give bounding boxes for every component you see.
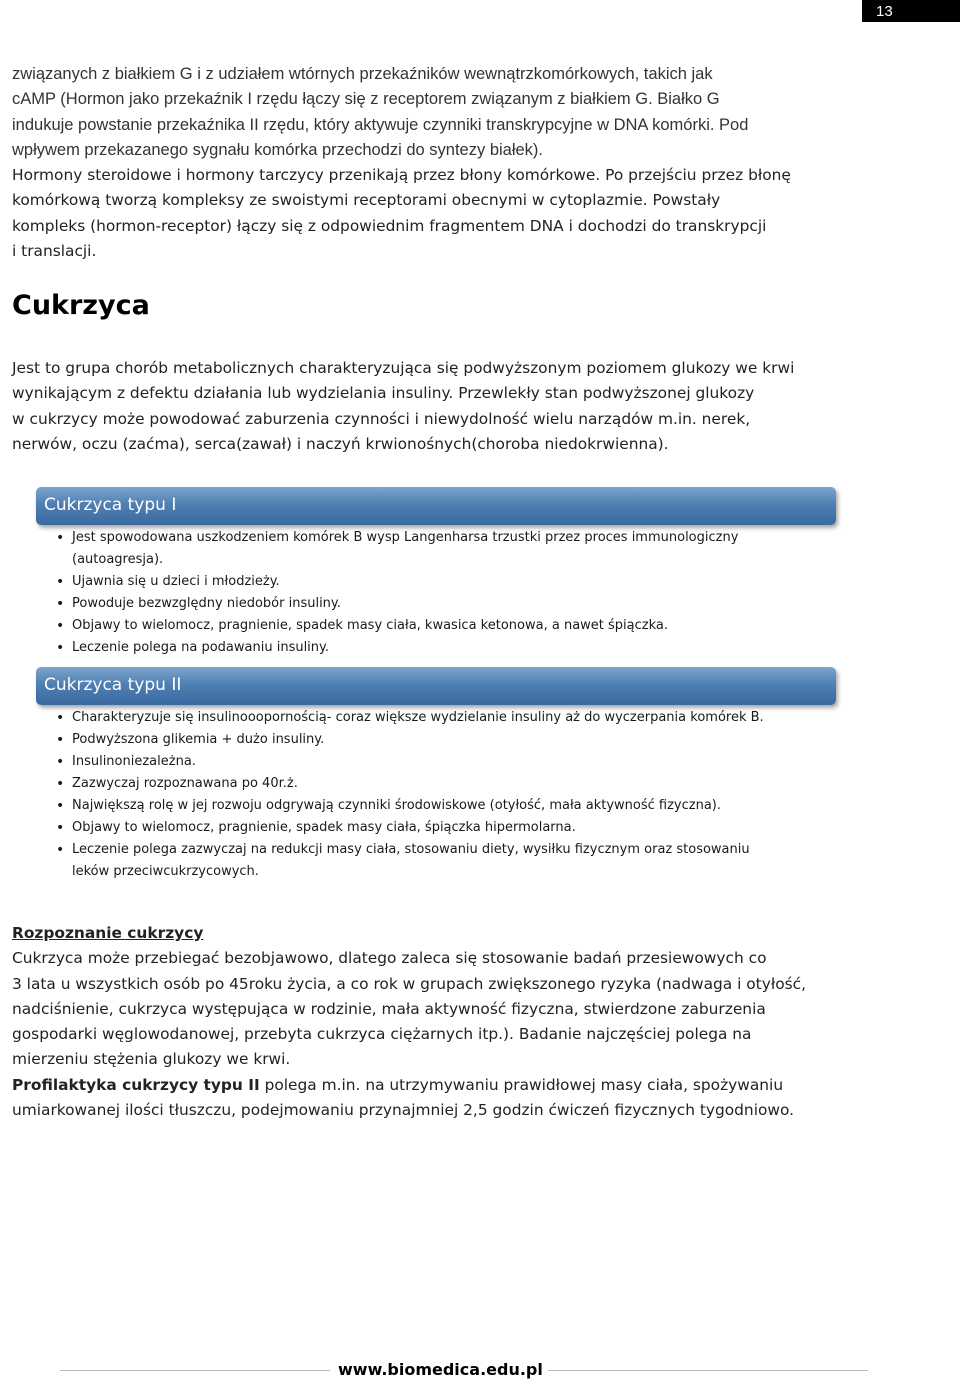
diagnosis-line: gospodarki węglowodanowej, przebyta cukrzyca ciężarnych itp.). Badanie najczęściej polega na xyxy=(12,1025,752,1044)
intro-line: komórkową tworzą kompleksy ze swoistymi receptorami obecnymi w cytoplazmie. Powstały xyxy=(12,191,721,210)
intro-line: cAMP (Hormon jako przekaźnik I rzędu łączy się z receptorem związanym z białkiem G. Białko G xyxy=(12,90,720,109)
list-item-text: • Jest spowodowana uszkodzeniem komórek B wysp Langenharsa trzustki przez proces immunologiczny xyxy=(72,530,739,545)
list-item-text: (autoagresja). xyxy=(72,552,164,567)
list-item-text: Objawy to wielomocz, pragnienie, spadek masy ciała, śpiączka hipermolarna. xyxy=(72,820,576,835)
diagnosis-line: Cukrzyca może przebiegać bezobjawowo, dlatego zaleca się stosowanie badań przesiewowych co xyxy=(12,949,767,968)
list-item-text: Insulinoniezależna. xyxy=(72,754,196,769)
list-item xyxy=(52,527,842,571)
footer-rule-left xyxy=(60,1370,330,1371)
definition-paragraph xyxy=(12,356,942,457)
section-title: Cukrzyca xyxy=(12,290,150,321)
list-item-text: Zazwyczaj rozpoznawana po 40r.ż. xyxy=(72,776,298,791)
list-item-text: Ujawnia się u dzieci i młodzieży. xyxy=(72,574,280,589)
footer-url[interactable]: www.biomedica.edu.pl xyxy=(338,1360,543,1379)
list-item xyxy=(52,707,842,729)
list-item xyxy=(52,773,842,795)
type2-list xyxy=(52,707,842,883)
type1-header xyxy=(36,487,836,525)
intro-line: Hormony steroidowe i hormony tarczycy przenikają przez błony komórkowe. Po przejściu przez błonę xyxy=(12,166,791,185)
intro-line: wpływem przekazanego sygnału komórka przechodzi do syntezy białek). xyxy=(12,140,544,159)
list-item xyxy=(52,839,842,883)
definition-line: w cukrzycy może powodować zaburzenia czynności i niewydolność wielu narządów m.in. nerek, xyxy=(12,409,751,428)
type2-header xyxy=(36,667,836,705)
list-item-text: Największą rolę w jej rozwoju odgrywają czynniki środowiskowe (otyłość, mała aktywność fizyczna). xyxy=(72,798,721,813)
list-item xyxy=(52,729,842,751)
list-item-text: Charakteryzuje się insulinooopornością- coraz większe wydzielanie insuliny aż do wyczerpania komórek B. xyxy=(72,710,764,725)
list-item xyxy=(52,795,842,817)
diagnosis-line: 3 lata u wszystkich osób po 45roku życia, a co rok w grupach zwiększonego ryzyka (nadwaga i otyłość, xyxy=(12,974,806,993)
list-item-text: Powoduje bezwzględny niedobór insuliny. xyxy=(72,596,341,611)
diagnosis-heading: Rozpoznanie cukrzycy xyxy=(12,924,204,942)
prophylaxis-bold: Profilaktyka cukrzycy typu II xyxy=(12,1075,260,1094)
intro-line: związanych z białkiem G i z udziałem wtórnych przekaźników wewnątrzkomórkowych, takich jak xyxy=(12,65,713,83)
list-item xyxy=(52,751,842,773)
diagnosis-line: mierzeniu stężenia glukozy we krwi. xyxy=(12,1050,291,1069)
prophylaxis-text: polega m.in. na utrzymywaniu prawidłowej masy ciała, spożywaniu xyxy=(259,1075,784,1094)
list-item xyxy=(52,593,842,615)
type1-title: Cukrzyca typu I xyxy=(44,495,177,515)
list-item-text: • Leczenie polega zazwyczaj na redukcji masy ciała, stosowaniu diety, wysiłku fizycznym oraz stosowaniu xyxy=(72,842,750,857)
type1-list xyxy=(52,527,842,659)
list-item-text: leków przeciwcukrzycowych. xyxy=(72,864,259,879)
list-item xyxy=(52,571,842,593)
diagnosis-line: nadciśnienie, cukrzyca występująca w rodzinie, mała aktywność fizyczna, stwierdzone zaburzenia xyxy=(12,999,766,1018)
intro-line: i translacji. xyxy=(12,242,97,261)
page-number: 13 xyxy=(862,0,960,22)
list-item-text: Leczenie polega na podawaniu insuliny. xyxy=(72,640,330,655)
definition-line: nerwów, oczu (zaćma), serca(zawał) i naczyń krwionośnych(choroba niedokrwienna). xyxy=(12,434,669,453)
footer-rule-right xyxy=(548,1370,868,1371)
list-item xyxy=(52,637,842,659)
definition-line: Jest to grupa chorób metabolicznych charakteryzująca się podwyższonym poziomem glukozy we krwi xyxy=(12,359,795,377)
prophylaxis-line xyxy=(12,1073,942,1098)
diagnosis-paragraph xyxy=(12,921,942,1123)
prophylaxis-line: umiarkowanej ilości tłuszczu, podejmowaniu przynajmniej 2,5 godzin ćwiczeń fizycznych tygodniowo. xyxy=(12,1101,795,1120)
intro-line: kompleks (hormon-receptor) łączy się z odpowiednim fragmentem DNA i dochodzi do transkrypcji xyxy=(12,216,767,235)
definition-line: wynikającym z defektu działania lub wydzielania insuliny. Przewlekły stan podwyższonej glukozy xyxy=(12,384,755,403)
list-item xyxy=(52,817,842,839)
type2-title: Cukrzyca typu II xyxy=(44,675,182,695)
intro-line: indukuje powstanie przekaźnika II rzędu, który aktywuje czynniki transkrypcyjne w DNA komórki. Pod xyxy=(12,115,749,134)
list-item-text: Objawy to wielomocz, pragnienie, spadek masy ciała, kwasica ketonowa, a nawet śpiączka. xyxy=(72,618,668,633)
list-item-text: Podwyższona glikemia + dużo insuliny. xyxy=(72,732,325,747)
list-item xyxy=(52,615,842,637)
intro-paragraph xyxy=(12,62,942,264)
